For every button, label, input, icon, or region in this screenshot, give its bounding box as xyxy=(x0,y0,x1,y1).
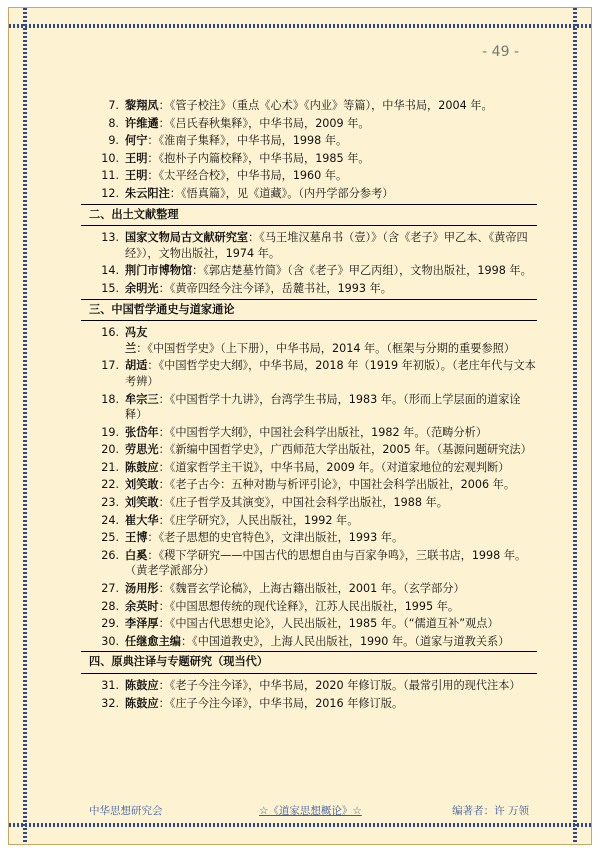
entry-text: ：《抱朴子内篇校释》，中华书局，1985 年。 xyxy=(147,151,370,165)
entry-text: ：《太平经合校》，中华书局，1960 年。 xyxy=(147,169,348,183)
bibliography-entry xyxy=(81,168,537,184)
entry-author: 余明光 xyxy=(125,281,159,295)
entry-text: ：《中国哲学十九讲》，台湾学生书局，1983 年。（形而上学层面的道家诠释） xyxy=(125,392,521,422)
entry-number: 19. xyxy=(101,425,119,439)
entry-text: ：《中国道教史》，上海人民出版社，1990 年。（道家与道教关系） xyxy=(180,634,510,648)
entry-number: 16. xyxy=(101,326,119,340)
entry-text: ：《管子校注》（重点《心术》《内业》等篇），中华书局，2004 年。 xyxy=(158,99,493,112)
bibliography-entry xyxy=(81,477,537,493)
entry-number: 8. xyxy=(108,116,119,130)
bibliography-entry xyxy=(81,599,537,615)
entry-text: ：《中国古代思想史论》，人民出版社，1985 年。（“儒道互补”观点） xyxy=(158,617,499,631)
entry-author: 刘笑敢 xyxy=(125,478,159,492)
bibliography-entry xyxy=(81,581,537,597)
bibliography-entry xyxy=(81,513,537,529)
entry-author: 国家文物局古文献研究室 xyxy=(125,231,249,245)
entry-number: 32. xyxy=(101,696,119,710)
entry-number: 26. xyxy=(101,548,119,562)
bibliography-entry xyxy=(81,325,537,356)
bibliography-entry xyxy=(81,116,537,132)
entry-number: 25. xyxy=(101,531,119,545)
footer-organization: 中华思想研究会 xyxy=(89,805,163,817)
entry-text: ：《老子今注今译》，中华书局，2020 年修订版。（最常引用的现代注本） xyxy=(158,679,521,692)
entry-author: 李泽厚 xyxy=(125,617,159,631)
entry-number: 30. xyxy=(101,634,119,648)
entry-number: 18. xyxy=(101,392,119,406)
entry-number: 17. xyxy=(101,359,119,373)
entry-author: 黎翔凤 xyxy=(125,99,159,112)
entry-text: ：《淮南子集释》，中华书局，1998 年。 xyxy=(147,134,348,148)
entry-author: 荆门市博物馆 xyxy=(125,264,193,278)
entry-text: ：《马王堆汉墓帛书（壹）》（含《老子》甲乙本、《黄帝四经》），文物出版社，1974 年。 xyxy=(125,231,528,260)
bibliography-entry xyxy=(81,392,537,423)
bibliography-entry xyxy=(81,358,537,389)
document-page xyxy=(8,7,592,845)
bibliography-entry xyxy=(81,616,537,632)
bibliography-entry xyxy=(81,133,537,149)
entry-text: ：《庄子哲学及其演变》，中国社会科学出版社，1988 年。 xyxy=(158,496,448,510)
entry-text: ：《中国哲学史》（上下册），中华书局，2014 年。（框架与分期的重要参照） xyxy=(136,341,516,355)
bibliography-entry xyxy=(81,425,537,441)
entry-number: 15. xyxy=(101,281,119,295)
bibliography-entry xyxy=(81,263,537,279)
entry-text: ：《吕氏春秋集释》，中华书局，2009 年。 xyxy=(158,116,370,130)
entry-number: 28. xyxy=(101,599,119,613)
entry-author: 劳思光 xyxy=(125,443,159,457)
entry-author: 任继愈主编 xyxy=(125,634,181,648)
entry-text: ：《中国思想传统的现代诠释》，江苏人民出版社，1995 年。 xyxy=(158,599,460,613)
entry-author: 陈鼓应 xyxy=(125,696,159,710)
bibliography-entry xyxy=(81,98,537,114)
entry-author: 崔大华 xyxy=(125,513,159,527)
bibliography-entry xyxy=(81,530,537,546)
bibliography-entry xyxy=(81,548,537,579)
section-heading: 三、中国哲学通史与道家通论 xyxy=(81,299,537,322)
entry-author: 陈鼓应 xyxy=(125,460,159,474)
entry-text: ：《道家哲学主干说》，中华书局，2009 年。（对道家地位的宏观判断） xyxy=(158,460,510,474)
section-heading: 二、出土文献整理 xyxy=(81,204,537,227)
entry-author: 许维遹 xyxy=(125,116,159,130)
entry-author: 白奚 xyxy=(125,548,148,562)
entry-number: 31. xyxy=(101,679,119,692)
entry-author: 汤用彤 xyxy=(125,582,159,596)
bibliography-entry xyxy=(81,678,537,694)
entry-author: 胡适 xyxy=(125,359,148,373)
entry-text: ：《稷下学研究——中国古代的思想自由与百家争鸣》，三联书店，1998 年。（黄老学派部分） xyxy=(125,548,527,578)
entry-number: 12. xyxy=(101,186,119,200)
bibliography-entry xyxy=(81,696,537,712)
bibliography-entry xyxy=(81,460,537,476)
entry-text: ：《悟真篇》，见《道藏》。（内丹学部分参考） xyxy=(169,186,394,200)
entry-text: ：《黄帝四经今注今译》，岳麓书社，1993 年。 xyxy=(158,281,392,295)
entry-author: 王博 xyxy=(125,531,148,545)
entry-number: 20. xyxy=(101,443,119,457)
entry-number: 22. xyxy=(101,478,119,492)
bibliography-entry xyxy=(81,495,537,511)
entry-number: 21. xyxy=(101,460,119,474)
entry-number: 7. xyxy=(108,99,119,112)
entry-author: 冯友兰 xyxy=(125,326,148,355)
bibliography-entry xyxy=(81,634,537,650)
bibliography-entry xyxy=(81,230,537,261)
section-heading: 四、原典注译与专题研究（现当代） xyxy=(81,651,537,674)
entry-author: 王明 xyxy=(125,151,148,165)
entry-author: 牟宗三 xyxy=(125,392,159,406)
entry-author: 何宁 xyxy=(125,134,148,148)
entry-author: 余英时 xyxy=(125,599,159,613)
bibliography-entry xyxy=(81,281,537,297)
entry-number: 13. xyxy=(101,231,119,245)
entry-number: 11. xyxy=(101,169,119,183)
entry-number: 10. xyxy=(101,151,119,165)
entry-author: 陈鼓应 xyxy=(125,679,159,692)
entry-text: ：《庄子今注今译》，中华书局，2016 年修订版。 xyxy=(158,696,404,710)
entry-author: 王明 xyxy=(125,169,148,183)
entry-number: 29. xyxy=(101,617,119,631)
bibliography-entry xyxy=(81,151,537,167)
entry-number: 27. xyxy=(101,582,119,596)
entry-number: 9. xyxy=(108,134,119,148)
footer-book-title: ☆《道家思想概论》☆ xyxy=(259,805,362,817)
bibliography-entry xyxy=(81,442,537,458)
entry-number: 24. xyxy=(101,513,119,527)
entry-text: ：《郭店楚墓竹简》（含《老子》甲乙丙组），文物出版社，1998 年。 xyxy=(192,264,532,278)
entry-author: 朱云阳注 xyxy=(125,186,170,200)
entry-text: ：《中国哲学大纲》，中国社会科学出版社，1982 年。（范畴分析） xyxy=(158,425,488,439)
bibliography-entry xyxy=(81,186,537,202)
entry-number: 23. xyxy=(101,496,119,510)
footer-author: 编著者：许 万领 xyxy=(452,805,529,817)
entry-text: ：《老子思想的史官特色》，文津出版社，1993 年。 xyxy=(147,531,404,545)
entry-text: ：《新编中国哲学史》，广西师范大学出版社，2005 年。（基源问题研究法） xyxy=(158,443,532,457)
entry-author: 刘笑敢 xyxy=(125,496,159,510)
entry-number: 14. xyxy=(101,264,119,278)
entry-text: ：《中国哲学史大纲》，中华书局，2018 年（1919 年初版）。（老庄年代与文本考辨） xyxy=(125,359,536,388)
page-number: - 49 - xyxy=(482,44,519,60)
entry-text: ：《魏晋玄学论稿》，上海古籍出版社，2001 年。（玄学部分） xyxy=(158,582,465,596)
entry-author: 张岱年 xyxy=(125,425,159,439)
bibliography-list xyxy=(81,98,537,713)
entry-text: ：《庄学研究》，人民出版社，1992 年。 xyxy=(158,513,359,527)
entry-text: ：《老子古今：五种对勘与析评引论》，中国社会科学出版社，2006 年。 xyxy=(158,478,516,492)
